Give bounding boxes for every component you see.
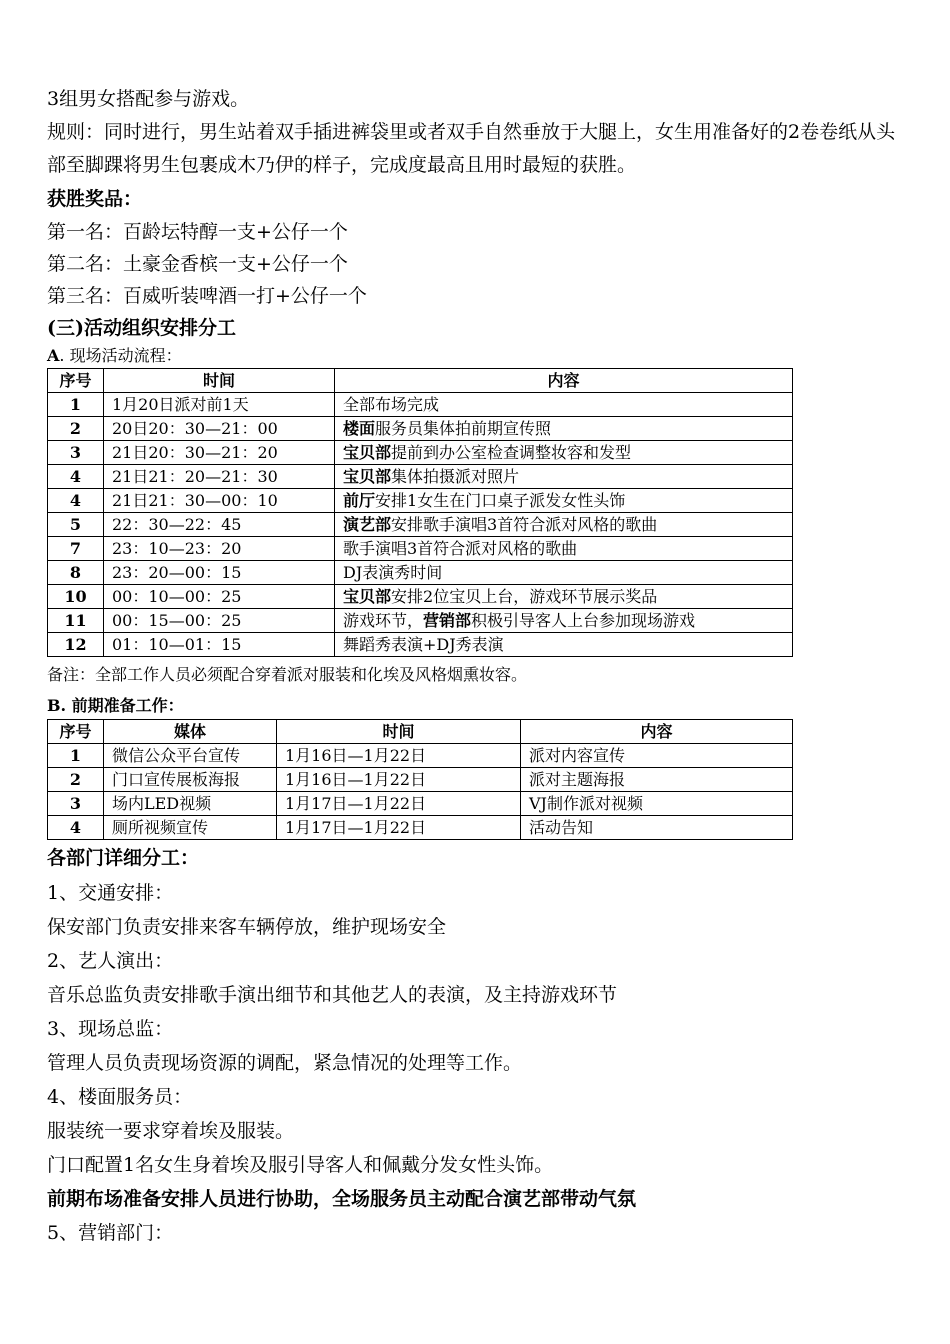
row-department: 演艺部 [343,515,392,534]
department-line: 管理人员负责现场资源的调配，紧急情况的处理等工作。 [47,1052,523,1074]
row-time: 1月17日—1月22日 [277,816,521,840]
row-content-text: 安排1女生在门口桌子派发女性头饰 [375,491,626,510]
intro-line: 3组男女搭配参与游戏。 [47,88,250,110]
column-header: 媒体 [104,720,277,744]
row-number: 4 [48,489,104,513]
row-content-text: 服务员集体拍前期宣传照 [375,419,552,438]
prize-item: 第三名：百威听装啤酒一打+公仔一个 [47,285,367,307]
row-department: 楼面 [343,419,376,438]
row-content [335,537,793,561]
row-number: 3 [48,441,104,465]
row-content [335,393,793,417]
department-line: 3、现场总监： [47,1018,174,1040]
row-content-text: 提前到办公室检查调整妆容和发型 [391,443,632,462]
row-content [335,633,793,657]
row-time: 00：10—00：25 [104,585,335,609]
row-number: 10 [48,585,104,609]
row-content: 派对内容宣传 [521,744,793,768]
row-department: 前厅 [343,491,376,510]
column-header: 序号 [48,369,104,393]
row-time: 22：30—22：45 [104,513,335,537]
document-page [47,82,907,1250]
table-row [48,561,793,585]
table-row [48,417,793,441]
table-row [48,792,793,816]
row-number: 12 [48,633,104,657]
table-row [48,513,793,537]
row-time: 1月17日—1月22日 [277,792,521,816]
row-time: 00：15—00：25 [104,609,335,633]
row-number: 11 [48,609,104,633]
prep-heading: B. 前期准备工作： [47,696,184,715]
row-department: 宝贝部 [343,443,392,462]
prize-item: 第二名：土豪金香槟一支+公仔一个 [47,253,348,275]
row-time: 1月16日—1月22日 [277,768,521,792]
table-header-row [48,720,793,744]
department-line: 2、艺人演出： [47,950,174,972]
department-line: 服装统一要求穿着埃及服装。 [47,1120,295,1142]
row-time: 23：10—23：20 [104,537,335,561]
table-row [48,609,793,633]
flow-heading-text: . 现场活动流程： [59,346,182,365]
table-row [48,816,793,840]
prizes-heading: 获胜奖品： [47,188,143,210]
row-content: 活动告知 [521,816,793,840]
row-content-prefix: 游戏环节， [343,611,424,630]
row-content-text: DJ表演秀时间 [343,563,443,582]
row-number: 5 [48,513,104,537]
row-content [335,561,793,585]
table-row [48,441,793,465]
prep-work-table [47,719,793,840]
flow-heading [47,344,907,368]
row-content [335,513,793,537]
row-content [335,585,793,609]
row-content-text: 集体拍摄派对照片 [391,467,520,486]
row-content [335,417,793,441]
row-media: 场内LED视频 [104,792,277,816]
row-number: 3 [48,792,104,816]
row-department: 营销部 [423,611,472,630]
prize-item: 第一名：百龄坛特醇一支+公仔一个 [47,221,348,243]
row-media: 微信公众平台宣传 [104,744,277,768]
table-header-row [48,369,793,393]
department-bold-line: 前期布场准备安排人员进行协助，全场服务员主动配合演艺部带动气氛 [47,1188,637,1210]
row-content [335,465,793,489]
row-content [335,609,793,633]
table-row [48,633,793,657]
row-time: 20日20：30—21：00 [104,417,335,441]
department-line: 4、楼面服务员： [47,1086,193,1108]
column-header: 序号 [48,720,104,744]
department-line: 保安部门负责安排来客车辆停放，维护现场安全 [47,916,447,938]
activity-flow-table [47,368,793,657]
table-row [48,489,793,513]
row-content-text: 积极引导客人上台参加现场游戏 [471,611,696,630]
department-line: 1、交通安排： [47,882,174,904]
table-row [48,768,793,792]
row-content-text: 安排歌手演唱3首符合派对风格的歌曲 [391,515,658,534]
department-line: 5、营销部门： [47,1222,174,1244]
row-content: VJ制作派对视频 [521,792,793,816]
row-time: 1月20日派对前1天 [104,393,335,417]
row-content [335,441,793,465]
department-line: 音乐总监负责安排歌手演出细节和其他艺人的表演，及主持游戏环节 [47,984,618,1006]
row-time: 23：20—00：15 [104,561,335,585]
row-number: 2 [48,417,104,441]
departments-heading: 各部门详细分工： [47,847,200,869]
row-content-text: 全部布场完成 [343,395,440,414]
row-number: 1 [48,393,104,417]
row-content [335,489,793,513]
row-content-text: 安排2位宝贝上台，游戏环节展示奖品 [391,587,658,606]
game-rules: 规则：同时进行，男生站着双手插进裤袋里或者双手自然垂放于大腿上，女生用准备好的2卷卷纸从头部至脚踝将男生包裹成木乃伊的样子，完成度最高且用时最短的获胜。 [47,121,896,176]
row-content-text: 舞蹈秀表演+DJ秀表演 [343,635,504,654]
table-row [48,537,793,561]
row-time: 1月16日—1月22日 [277,744,521,768]
column-header: 时间 [277,720,521,744]
row-time: 01：10—01：15 [104,633,335,657]
flow-heading-letter: A [47,346,60,365]
column-header: 内容 [335,369,793,393]
row-content: 派对主题海报 [521,768,793,792]
table-row [48,465,793,489]
row-number: 4 [48,465,104,489]
table-row [48,393,793,417]
row-time: 21日20：30—21：20 [104,441,335,465]
table-row [48,585,793,609]
section-heading: (三)活动组织安排分工 [47,317,236,339]
row-number: 8 [48,561,104,585]
row-number: 1 [48,744,104,768]
row-time: 21日21：20—21：30 [104,465,335,489]
flow-note: 备注：全部工作人员必须配合穿着派对服装和化埃及风格烟熏妆容。 [47,665,528,684]
row-media: 门口宣传展板海报 [104,768,277,792]
row-number: 2 [48,768,104,792]
row-department: 宝贝部 [343,467,392,486]
department-line: 门口配置1名女生身着埃及服引导客人和佩戴分发女性头饰。 [47,1154,554,1176]
row-number: 7 [48,537,104,561]
row-media: 厕所视频宣传 [104,816,277,840]
row-department: 宝贝部 [343,587,392,606]
table-row [48,744,793,768]
column-header: 时间 [104,369,335,393]
row-content-text: 歌手演唱3首符合派对风格的歌曲 [343,539,578,558]
column-header: 内容 [521,720,793,744]
row-number: 4 [48,816,104,840]
row-time: 21日21：30—00：10 [104,489,335,513]
